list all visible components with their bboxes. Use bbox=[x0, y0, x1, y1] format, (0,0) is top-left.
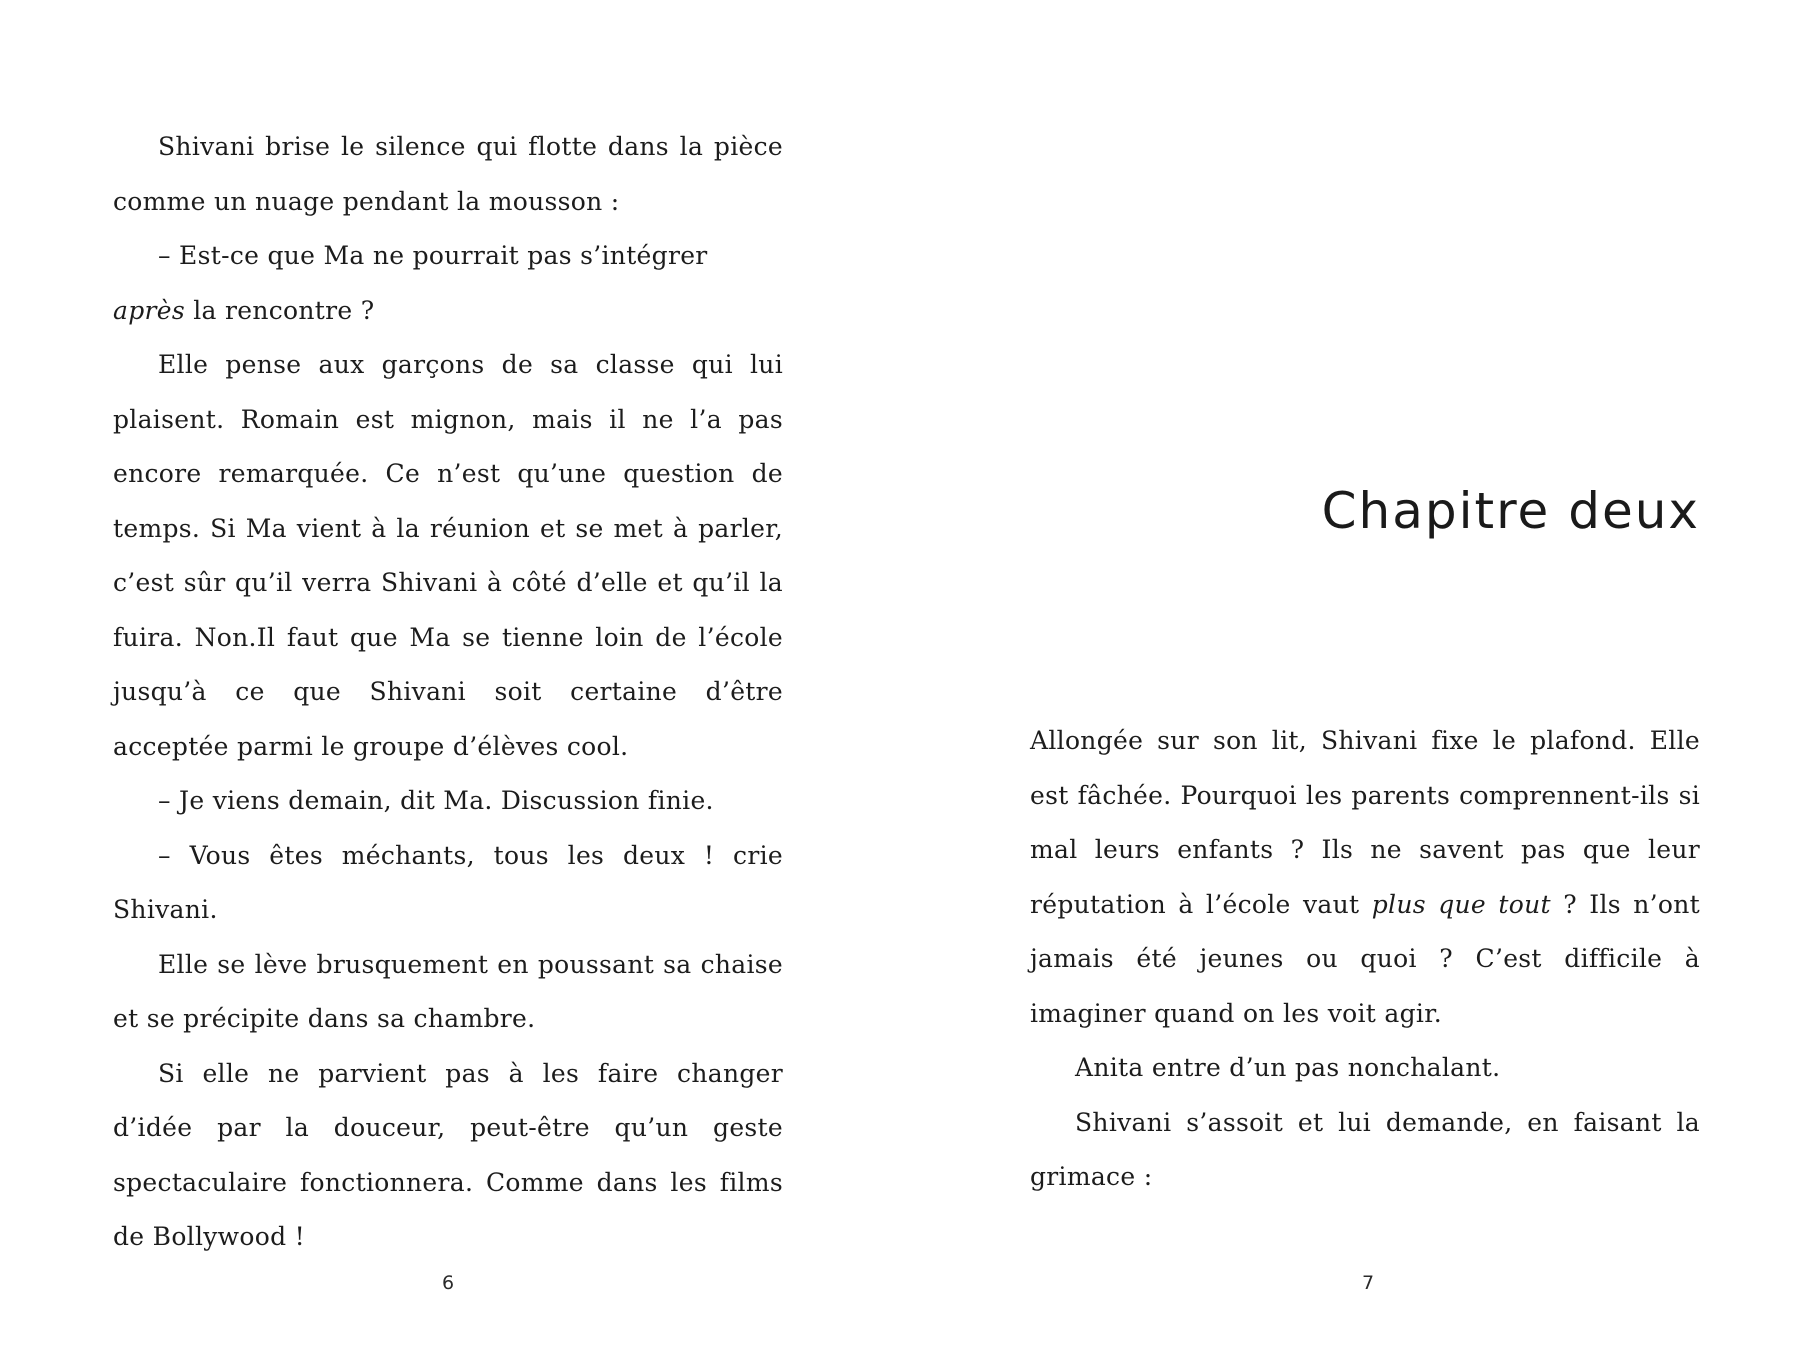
paragraph-text: ? Ils n’ont jamais été jeunes ou quoi ? C’est difficile à imaginer quand on les voit agir. bbox=[1030, 889, 1700, 1028]
paragraph: – Vous êtes méchants, tous les deux ! crie Shivani. bbox=[113, 840, 783, 924]
paragraph: Elle se lève brusquement en poussant sa chaise et se précipite dans sa chambre. bbox=[113, 949, 783, 1033]
page-number: 6 bbox=[442, 1272, 455, 1294]
paragraph: Si elle ne parvient pas à les faire changer d’idée par la douceur, peut-être qu’un geste spectaculaire fonctionnera. Comme dans les films de Bollywood ! bbox=[113, 1058, 783, 1251]
paragraph: – Est-ce que Ma ne pourrait pas s’intégrer bbox=[158, 241, 708, 270]
left-page-text bbox=[113, 120, 783, 1265]
italic-text: après bbox=[113, 295, 185, 325]
italic-text: plus que tout bbox=[1371, 889, 1551, 919]
paragraph bbox=[1030, 714, 1700, 1041]
right-page bbox=[900, 0, 1800, 1350]
right-page-text bbox=[1030, 714, 1700, 1205]
page-number: 7 bbox=[1362, 1272, 1375, 1294]
paragraph: Shivani s’assoit et lui demande, en faisant la grimace : bbox=[1030, 1107, 1700, 1191]
paragraph: Anita entre d’un pas nonchalant. bbox=[1075, 1053, 1501, 1082]
paragraph: Elle pense aux garçons de sa classe qui lui plaisent. Romain est mignon, mais il ne l’a pas encore remarquée. Ce n’est qu’une question de temps. Si Ma vient à la réunion et se met à parler, c’est sûr qu’il verra Shivani à côté d’elle et qu’il la fuira. Non.Il faut que Ma se tienne loin de l’école jusqu’à ce que Shivani soit certaine d’être acceptée parmi le groupe d’élèves cool. bbox=[113, 350, 783, 761]
paragraph: Shivani brise le silence qui flotte dans la pièce comme un nuage pendant la mousson : bbox=[113, 132, 783, 216]
paragraph: – Je viens demain, dit Ma. Discussion finie. bbox=[158, 786, 714, 815]
paragraph-text: Allongée sur son lit, Shivani fixe le plafond. Elle est fâchée. Pourquoi les parents comprennent-ils si mal leurs enfants ? Ils ne savent pas que leur réputation à l’école vaut bbox=[1030, 726, 1700, 919]
paragraph-text: la rencontre ? bbox=[184, 295, 375, 325]
paragraph bbox=[113, 284, 783, 339]
chapter-title: Chapitre deux bbox=[1321, 482, 1700, 540]
